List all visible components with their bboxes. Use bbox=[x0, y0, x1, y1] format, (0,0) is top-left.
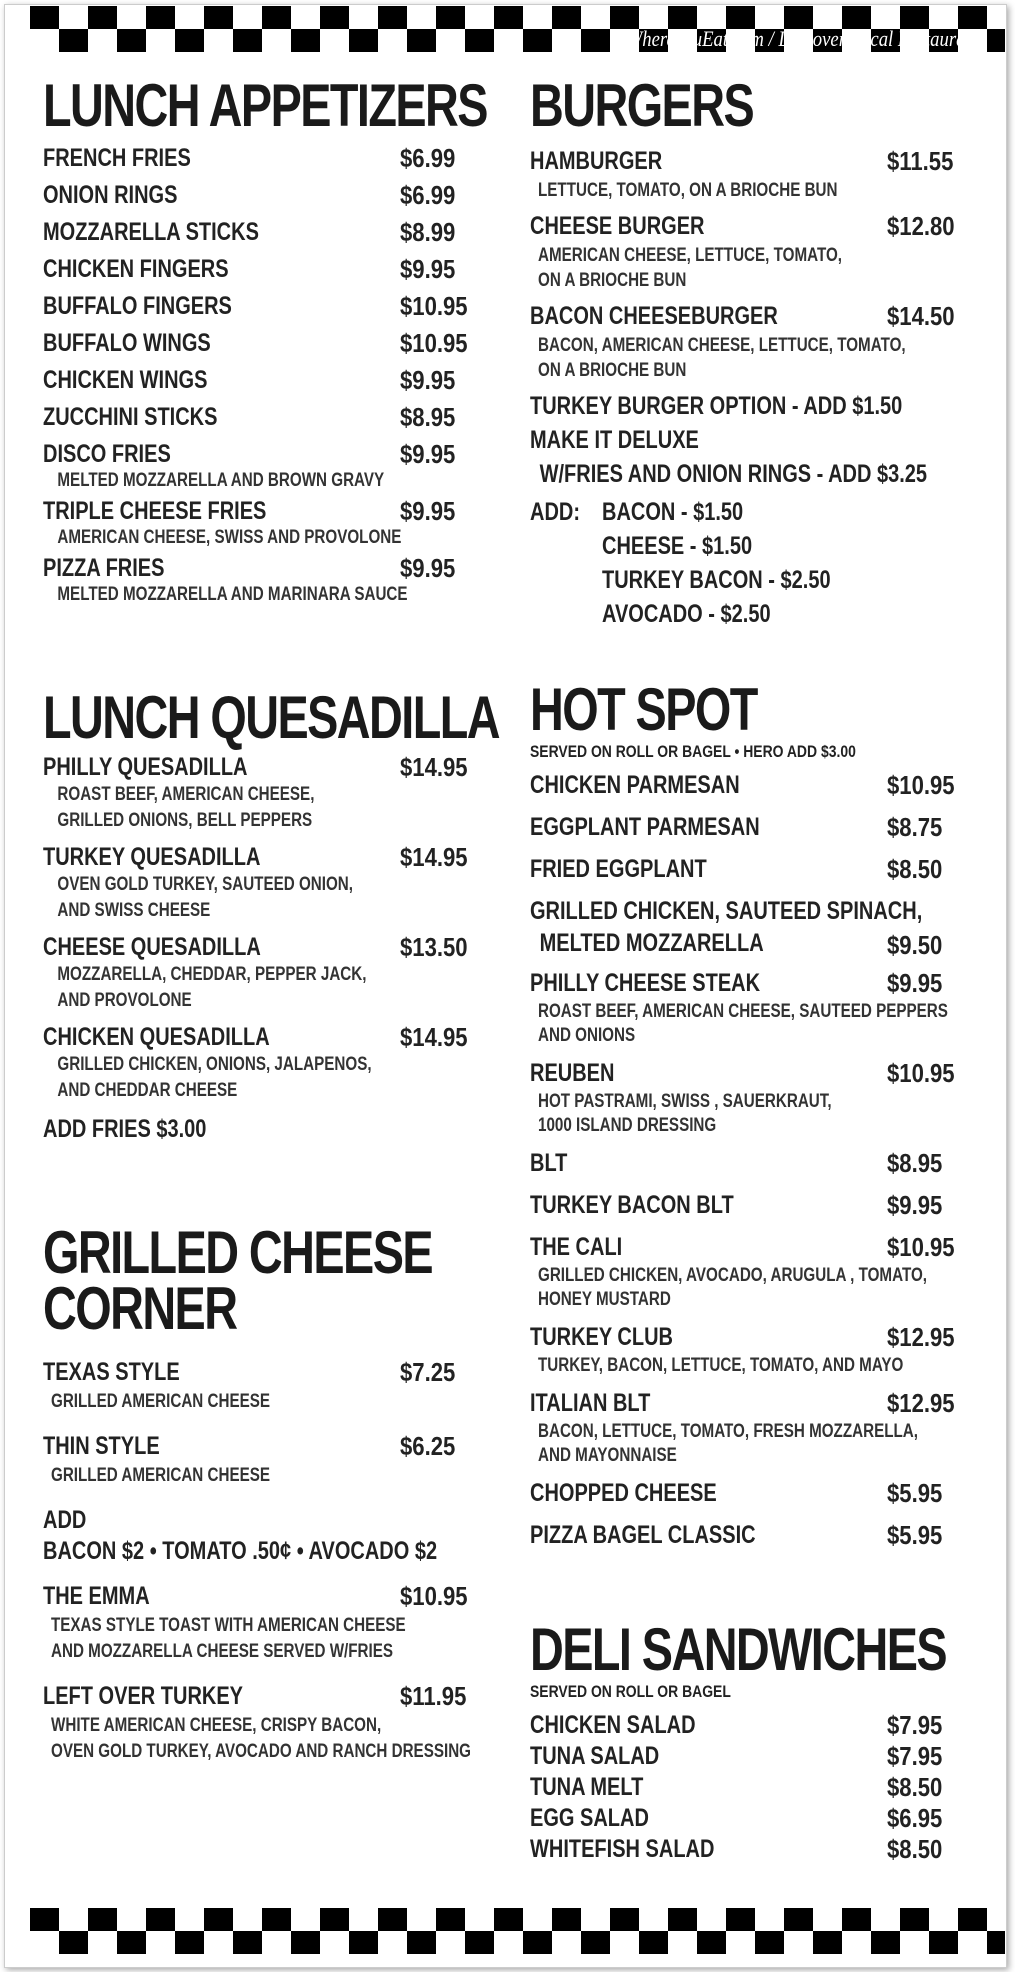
section-title: GRILLED CHEESE bbox=[43, 1219, 433, 1286]
item-description: MELTED MOZZARELLA AND MARINARA SAUCE bbox=[57, 584, 408, 605]
item-name: BACON CHEESEBURGER bbox=[530, 302, 778, 330]
item-price: $8.99 bbox=[400, 217, 456, 247]
item-name: REUBEN bbox=[530, 1059, 615, 1087]
menu-item bbox=[530, 1230, 1015, 1312]
item-description: ROAST BEEF, AMERICAN CHEESE, bbox=[57, 784, 315, 805]
item-name: ONION RINGS bbox=[43, 181, 178, 209]
item-name: WHITEFISH SALAD bbox=[530, 1835, 715, 1863]
menu-item bbox=[530, 852, 1015, 886]
checkered-border-bottom bbox=[30, 1908, 1005, 1954]
item-name: CHICKEN SALAD bbox=[530, 1711, 696, 1739]
menu-item bbox=[43, 399, 612, 436]
item-price: $14.95 bbox=[400, 752, 468, 782]
menu-item bbox=[530, 144, 1015, 203]
item-price: $9.50 bbox=[887, 930, 943, 960]
item-price: $8.95 bbox=[400, 402, 456, 432]
item-name: THE EMMA bbox=[43, 1582, 150, 1610]
item-description: BACON, LETTUCE, TOMATO, FRESH MOZZARELLA, bbox=[538, 1421, 918, 1442]
item-description: GRILLED AMERICAN CHEESE bbox=[51, 1391, 271, 1412]
section-title: CORNER bbox=[43, 1275, 237, 1342]
item-price: $10.95 bbox=[887, 1232, 955, 1262]
item-price: $13.50 bbox=[400, 932, 468, 962]
item-description: AND SWISS CHEESE bbox=[57, 900, 211, 921]
item-price: $5.95 bbox=[887, 1520, 943, 1550]
item-name: TEXAS STYLE bbox=[43, 1358, 180, 1386]
item-name: BUFFALO FINGERS bbox=[43, 292, 232, 320]
item-price: $8.75 bbox=[887, 812, 943, 842]
item-name: DISCO FRIES bbox=[43, 440, 171, 468]
item-name: BLT bbox=[530, 1149, 568, 1177]
menu-item bbox=[530, 1188, 1015, 1222]
menu-item bbox=[43, 288, 612, 325]
item-description: MOZZARELLA, CHEDDAR, PEPPER JACK, bbox=[57, 964, 367, 985]
item-description: GRILLED CHICKEN, AVOCADO, ARUGULA , TOMATO, bbox=[538, 1265, 928, 1286]
item-name: MOZZARELLA STICKS bbox=[43, 218, 259, 246]
section-burgers bbox=[530, 72, 1015, 631]
item-price: $9.95 bbox=[400, 254, 456, 284]
item-price: $9.95 bbox=[400, 439, 456, 469]
section-subtitle: SERVED ON ROLL OR BAGEL bbox=[530, 1682, 731, 1701]
burger-add-ons bbox=[530, 495, 1015, 631]
item-name-line2: MELTED MOZZARELLA bbox=[539, 929, 764, 957]
item-description: AND MOZZARELLA CHEESE SERVED W/FRIES bbox=[51, 1641, 394, 1662]
item-name: THIN STYLE bbox=[43, 1432, 160, 1460]
section-title: LUNCH QUESADILLA bbox=[43, 684, 500, 751]
burger-option: W/FRIES AND ONION RINGS - ADD $3.25 bbox=[539, 460, 928, 488]
item-price: $9.95 bbox=[400, 365, 456, 395]
item-price: $10.95 bbox=[400, 291, 468, 321]
item-name: CHICKEN PARMESAN bbox=[530, 771, 740, 799]
item-price: $6.99 bbox=[400, 180, 456, 210]
item-description: MELTED MOZZARELLA AND BROWN GRAVY bbox=[57, 470, 385, 491]
menu-item bbox=[43, 550, 612, 607]
menu-item bbox=[43, 436, 612, 493]
menu-item bbox=[530, 1518, 1015, 1552]
item-name: EGGPLANT PARMESAN bbox=[530, 813, 760, 841]
item-description: AND ONIONS bbox=[538, 1025, 636, 1046]
item-price: $7.95 bbox=[887, 1710, 943, 1740]
menu-item bbox=[530, 1710, 1015, 1741]
item-description: GRILLED ONIONS, BELL PEPPERS bbox=[57, 810, 313, 831]
item-name: CHOPPED CHEESE bbox=[530, 1479, 717, 1507]
add-on-item: BACON - $1.50 bbox=[602, 498, 744, 526]
add-on-item: CHEESE - $1.50 bbox=[602, 532, 753, 560]
item-description: ROAST BEEF, AMERICAN CHEESE, SAUTEED PEPPERS bbox=[538, 1001, 948, 1022]
section-title: DELI SANDWICHES bbox=[530, 1616, 947, 1683]
item-description: WHITE AMERICAN CHEESE, CRISPY BACON, bbox=[51, 1715, 382, 1736]
menu-item bbox=[43, 493, 612, 550]
item-price: $6.25 bbox=[400, 1431, 456, 1461]
item-price: $5.95 bbox=[887, 1478, 943, 1508]
item-price: $9.95 bbox=[887, 1190, 943, 1220]
item-price: $8.50 bbox=[887, 1834, 943, 1864]
add-fries-note: ADD FRIES $3.00 bbox=[43, 1115, 207, 1143]
menu-item bbox=[530, 810, 1015, 844]
item-description: LETTUCE, TOMATO, ON A BRIOCHE BUN bbox=[538, 180, 838, 201]
menu-item bbox=[43, 1579, 578, 1665]
menu-item bbox=[530, 966, 1015, 1048]
menu-item bbox=[530, 1146, 1015, 1180]
menu-item bbox=[530, 299, 1015, 383]
section-hot-spot bbox=[530, 676, 1015, 1560]
spacer bbox=[530, 1702, 1015, 1710]
item-price: $12.95 bbox=[887, 1388, 955, 1418]
section-lunch-appetizers bbox=[43, 72, 612, 607]
item-name: CHICKEN FINGERS bbox=[43, 255, 229, 283]
item-name: EGG SALAD bbox=[530, 1804, 649, 1832]
menu-item bbox=[530, 1476, 1015, 1510]
menu-item bbox=[43, 251, 612, 288]
menu-item bbox=[43, 1355, 578, 1415]
item-price: $10.95 bbox=[887, 770, 955, 800]
item-description: AND MAYONNAISE bbox=[538, 1445, 677, 1466]
item-name: CHICKEN WINGS bbox=[43, 366, 208, 394]
item-name: ITALIAN BLT bbox=[530, 1389, 651, 1417]
menu-item bbox=[530, 768, 1015, 802]
item-description: BACON, AMERICAN CHEESE, LETTUCE, TOMATO, bbox=[538, 335, 906, 356]
item-price: $9.95 bbox=[400, 496, 456, 526]
item-name: GRILLED CHICKEN, SAUTEED SPINACH, bbox=[530, 897, 923, 925]
item-name: CHICKEN QUESADILLA bbox=[43, 1023, 270, 1051]
item-price: $8.50 bbox=[887, 1772, 943, 1802]
watermark: WhereYouEat.com / Discover Local Restaurants bbox=[626, 26, 987, 51]
item-description: GRILLED CHICKEN, ONIONS, JALAPENOS, bbox=[57, 1054, 372, 1075]
menu-item bbox=[530, 1741, 1015, 1772]
item-name: FRIED EGGPLANT bbox=[530, 855, 707, 883]
burger-option: TURKEY BURGER OPTION - ADD $1.50 bbox=[530, 392, 903, 420]
item-price: $7.95 bbox=[887, 1741, 943, 1771]
item-price: $10.95 bbox=[400, 1581, 468, 1611]
menu-item bbox=[530, 1772, 1015, 1803]
item-description: AMERICAN CHEESE, SWISS AND PROVOLONE bbox=[57, 527, 402, 548]
menu-item bbox=[43, 362, 612, 399]
menu-item bbox=[43, 140, 612, 177]
item-name: FRENCH FRIES bbox=[43, 144, 191, 172]
menu-item bbox=[43, 177, 612, 214]
section-title: LUNCH APPETIZERS bbox=[43, 72, 487, 139]
item-name: ZUCCHINI STICKS bbox=[43, 403, 218, 431]
item-price: $6.99 bbox=[400, 143, 456, 173]
item-description: TURKEY, BACON, LETTUCE, TOMATO, AND MAYO bbox=[538, 1355, 904, 1376]
item-name: TURKEY QUESADILLA bbox=[43, 843, 261, 871]
item-name: TURKEY BACON BLT bbox=[530, 1191, 734, 1219]
section-grilled-cheese bbox=[43, 1219, 578, 1779]
item-price: $10.95 bbox=[400, 328, 468, 358]
section-deli-sandwiches bbox=[530, 1616, 1015, 1865]
item-name: BUFFALO WINGS bbox=[43, 329, 211, 357]
section-subtitle: SERVED ON ROLL OR BAGEL • HERO ADD $3.00 bbox=[530, 742, 856, 761]
item-name: CHEESE QUESADILLA bbox=[43, 933, 261, 961]
burger-option: MAKE IT DELUXE bbox=[530, 426, 699, 454]
item-name: TUNA MELT bbox=[530, 1773, 644, 1801]
item-price: $10.95 bbox=[887, 1058, 955, 1088]
item-price: $9.95 bbox=[400, 553, 456, 583]
item-description: OVEN GOLD TURKEY, AVOCADO AND RANCH DRESSING bbox=[51, 1741, 471, 1762]
menu-item bbox=[530, 1834, 1015, 1865]
menu-item bbox=[530, 1803, 1015, 1834]
item-price: $11.95 bbox=[400, 1681, 467, 1711]
menu-item bbox=[530, 1386, 1015, 1468]
item-name: TURKEY CLUB bbox=[530, 1323, 673, 1351]
item-name: TRIPLE CHEESE FRIES bbox=[43, 497, 267, 525]
item-description: TEXAS STYLE TOAST WITH AMERICAN CHEESE bbox=[51, 1615, 406, 1636]
item-name: THE CALI bbox=[530, 1233, 623, 1261]
item-description: ON A BRIOCHE BUN bbox=[538, 360, 687, 381]
menu-item bbox=[530, 209, 1015, 293]
item-description: HONEY MUSTARD bbox=[538, 1289, 671, 1310]
item-name: PIZZA FRIES bbox=[43, 554, 165, 582]
item-price: $14.95 bbox=[400, 842, 468, 872]
item-price: $8.50 bbox=[887, 854, 943, 884]
item-price: $12.95 bbox=[887, 1322, 955, 1352]
item-name: HAMBURGER bbox=[530, 147, 663, 175]
item-name: CHEESE BURGER bbox=[530, 212, 705, 240]
item-name: PIZZA BAGEL CLASSIC bbox=[530, 1521, 756, 1549]
menu-item bbox=[530, 894, 1015, 958]
item-description: AND CHEDDAR CHEESE bbox=[57, 1080, 238, 1101]
item-description: GRILLED AMERICAN CHEESE bbox=[51, 1465, 271, 1486]
item-description: HOT PASTRAMI, SWISS , SAUERKRAUT, bbox=[538, 1091, 832, 1112]
add-on-item: AVOCADO - $2.50 bbox=[602, 600, 771, 628]
item-price: $8.95 bbox=[887, 1148, 943, 1178]
menu-item bbox=[43, 214, 612, 251]
item-price: $14.50 bbox=[887, 301, 955, 331]
add-label: ADD: bbox=[530, 498, 580, 526]
item-name: LEFT OVER TURKEY bbox=[43, 1682, 244, 1710]
menu-item bbox=[43, 325, 612, 362]
item-name: PHILLY CHEESE STEAK bbox=[530, 969, 761, 997]
item-price: $12.80 bbox=[887, 211, 955, 241]
menu-item bbox=[43, 1679, 578, 1765]
section-title: BURGERS bbox=[530, 72, 754, 139]
menu-item bbox=[530, 1320, 1015, 1378]
item-description: ON A BRIOCHE BUN bbox=[538, 270, 687, 291]
item-description: AMERICAN CHEESE, LETTUCE, TOMATO, bbox=[538, 245, 843, 266]
item-price: $14.95 bbox=[400, 1022, 468, 1052]
menu-item bbox=[530, 1056, 1015, 1138]
item-description: OVEN GOLD TURKEY, SAUTEED ONION, bbox=[57, 874, 353, 895]
item-name: TUNA SALAD bbox=[530, 1742, 660, 1770]
add-on-item: TURKEY BACON - $2.50 bbox=[602, 566, 831, 594]
item-price: $6.95 bbox=[887, 1803, 943, 1833]
item-name: PHILLY QUESADILLA bbox=[43, 753, 248, 781]
item-description: AND PROVOLONE bbox=[57, 990, 192, 1011]
item-price: $7.25 bbox=[400, 1357, 456, 1387]
section-title: HOT SPOT bbox=[530, 676, 757, 743]
item-price: $9.95 bbox=[887, 968, 943, 998]
item-description: 1000 ISLAND DRESSING bbox=[538, 1115, 717, 1136]
menu-item bbox=[43, 1429, 578, 1489]
item-price: $11.55 bbox=[887, 146, 954, 176]
grilled-add-label: ADD bbox=[43, 1506, 87, 1534]
grilled-add-options: BACON $2 • TOMATO .50¢ • AVOCADO $2 bbox=[43, 1537, 438, 1565]
